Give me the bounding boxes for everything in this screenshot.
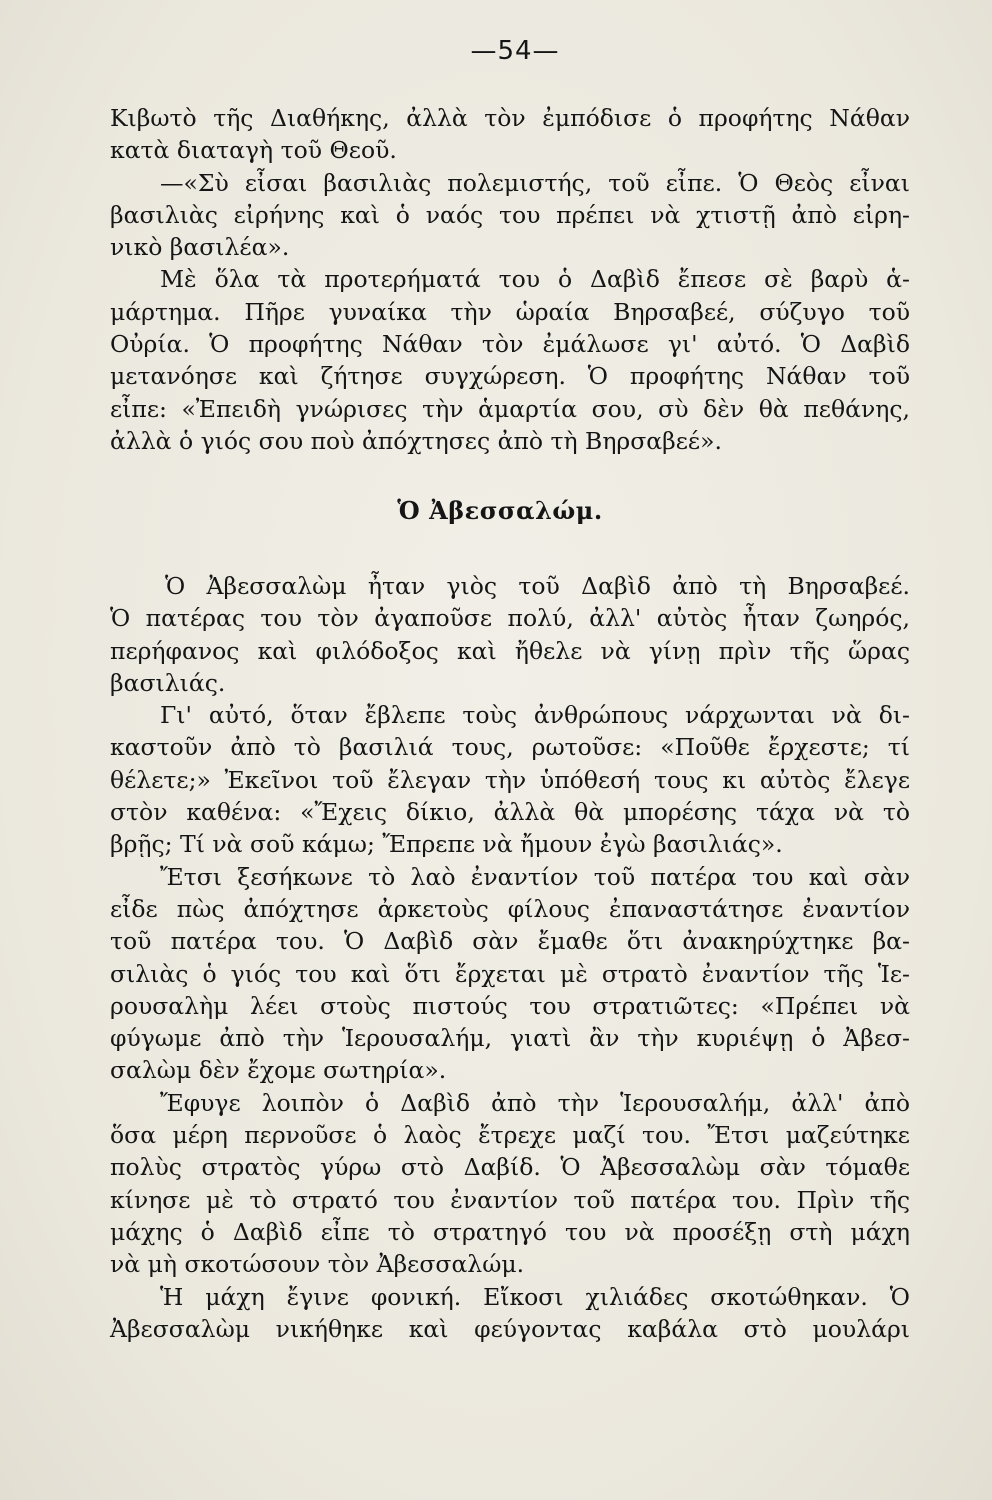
text-line: σιλιὰς ὁ γιός του καὶ ὅτι ἔρχεται μὲ στρατὸ ἐναντίον τῆς Ἱε- <box>110 959 910 988</box>
text-line: εἶπε: «Ἐπειδὴ γνώρισες τὴν ἁμαρτία σου, σὺ δὲν θὰ πεθάνης, <box>110 394 910 423</box>
text-line: Ἔτσι ξεσήκωνε τὸ λαὸ ἐναντίον τοῦ πατέρα του καὶ σὰν <box>160 862 910 891</box>
text-line: τοῦ πατέρα του. Ὁ Δαβὶδ σὰν ἔμαθε ὅτι ἀνακηρύχτηκε βα- <box>110 927 910 956</box>
text-line: θέλετε;» Ἐκεῖνοι τοῦ ἔλεγαν τὴν ὑπόθεσή τους κι αὐτὸς ἔλεγε <box>110 765 910 794</box>
text-line: Μὲ ὅλα τὰ προτερήματά του ὁ Δαβὶδ ἔπεσε σὲ βαρὺ ἁ- <box>160 265 910 294</box>
text-line: Οὐρία. Ὁ προφήτης Νάθαν τὸν ἐμάλωσε γι' αὐτό. Ὁ Δαβὶδ <box>110 330 910 359</box>
text-line: κίνησε μὲ τὸ στρατό του ἐναντίον τοῦ πατέρα του. Πρὶν τῆς <box>110 1185 910 1214</box>
text-line: Ἀβεσσαλὼμ νικήθηκε καὶ φεύγοντας καβάλα στὸ μουλάρι <box>110 1314 910 1343</box>
text-line: κατὰ διαταγὴ τοῦ Θεοῦ. <box>110 136 397 165</box>
text-line: —«Σὺ εἶσαι βασιλιὰς πολεμιστής, τοῦ εἶπε. Ὁ Θεὸς εἶναι <box>160 168 910 197</box>
page-number: —54— <box>470 36 560 66</box>
text-line: καστοῦν ἀπὸ τὸ βασιλιά τους, ρωτοῦσε: «Ποῦθε ἔρχεστε; τί <box>110 733 910 762</box>
text-line: σαλὼμ δὲν ἔχομε σωτηρία». <box>110 1056 447 1085</box>
text-line: νὰ μὴ σκοτώσουν τὸν Ἀβεσσαλώμ. <box>110 1250 525 1279</box>
section-heading: Ὁ Ἀβεσσαλώμ. <box>397 496 603 525</box>
text-line: μάρτημα. Πῆρε γυναίκα τὴν ὡραία Βηρσαβεέ, σύζυγο τοῦ <box>110 297 910 326</box>
text-line: Ἔφυγε λοιπὸν ὁ Δαβὶδ ἀπὸ τὴν Ἱερουσαλήμ, ἀλλ' ἀπὸ <box>160 1088 910 1117</box>
text-line: πολὺς στρατὸς γύρω στὸ Δαβίδ. Ὁ Ἀβεσσαλὼμ σὰν τόμαθε <box>110 1153 910 1182</box>
text-line: μετανόησε καὶ ζήτησε συγχώρεση. Ὁ προφήτης Νάθαν τοῦ <box>110 362 910 391</box>
text-section-1 <box>110 102 910 457</box>
text-line: Ὁ Ἀβεσσαλὼμ ἦταν γιὸς τοῦ Δαβὶδ ἀπὸ τὴ Βηρσαβεέ. <box>165 572 910 600</box>
text-line: βασιλιάς. <box>110 668 226 697</box>
text-line: στὸν καθένα: «Ἔχεις δίκιο, ἀλλὰ θὰ μπορέσης τάχα νὰ τὸ <box>110 798 910 827</box>
text-line: Κιβωτὸ τῆς Διαθήκης, ἀλλὰ τὸν ἐμπόδισε ὁ προφήτης Νάθαν <box>110 104 910 132</box>
text-line: Γι' αὐτό, ὅταν ἔβλεπε τοὺς ἀνθρώπους νάρχωνται νὰ δι- <box>160 701 910 730</box>
text-line: νικὸ βασιλέα». <box>110 233 290 262</box>
text-line: περήφανος καὶ φιλόδοξος καὶ ἤθελε νὰ γίνῃ πρὶν τῆς ὥρας <box>110 636 910 665</box>
text-line: ρουσαλὴμ λέει στοὺς πιστούς του στρατιῶτες: «Πρέπει νὰ <box>110 991 910 1020</box>
text-line: Ἡ μάχη ἔγινε φονική. Εἴκοσι χιλιάδες σκοτώθηκαν. Ὁ <box>160 1282 910 1311</box>
text-line: ἀλλὰ ὁ γιός σου ποὺ ἀπόχτησες ἀπὸ τὴ Βηρσαβεέ». <box>110 426 722 455</box>
text-section-2 <box>110 570 910 1345</box>
text-line: φύγωμε ἀπὸ τὴν Ἱερουσαλήμ, γιατὶ ἂν τὴν κυριέψῃ ὁ Ἀβεσ- <box>110 1024 910 1053</box>
text-line: βρῇς; Τί νὰ σοῦ κάμω; Ἔπρεπε νὰ ἤμουν ἐγὼ βασιλιάς». <box>110 830 783 859</box>
text-line: εἶδε πὼς ἀπόχτησε ἀρκετοὺς φίλους ἐπαναστάτησε ἐναντίον <box>110 894 910 923</box>
text-line: Ὁ πατέρας του τὸν ἀγαποῦσε πολύ, ἀλλ' αὐτὸς ἦταν ζωηρός, <box>110 604 910 633</box>
text-line: βασιλιὰς εἰρήνης καὶ ὁ ναός του πρέπει νὰ χτιστῇ ἀπὸ εἰρη- <box>110 200 910 229</box>
text-line: ὅσα μέρη περνοῦσε ὁ λαὸς ἔτρεχε μαζί του. Ἔτσι μαζεύτηκε <box>110 1121 910 1150</box>
text-line: μάχης ὁ Δαβὶδ εἶπε τὸ στρατηγό του νὰ προσέξῃ στὴ μάχη <box>110 1217 910 1246</box>
